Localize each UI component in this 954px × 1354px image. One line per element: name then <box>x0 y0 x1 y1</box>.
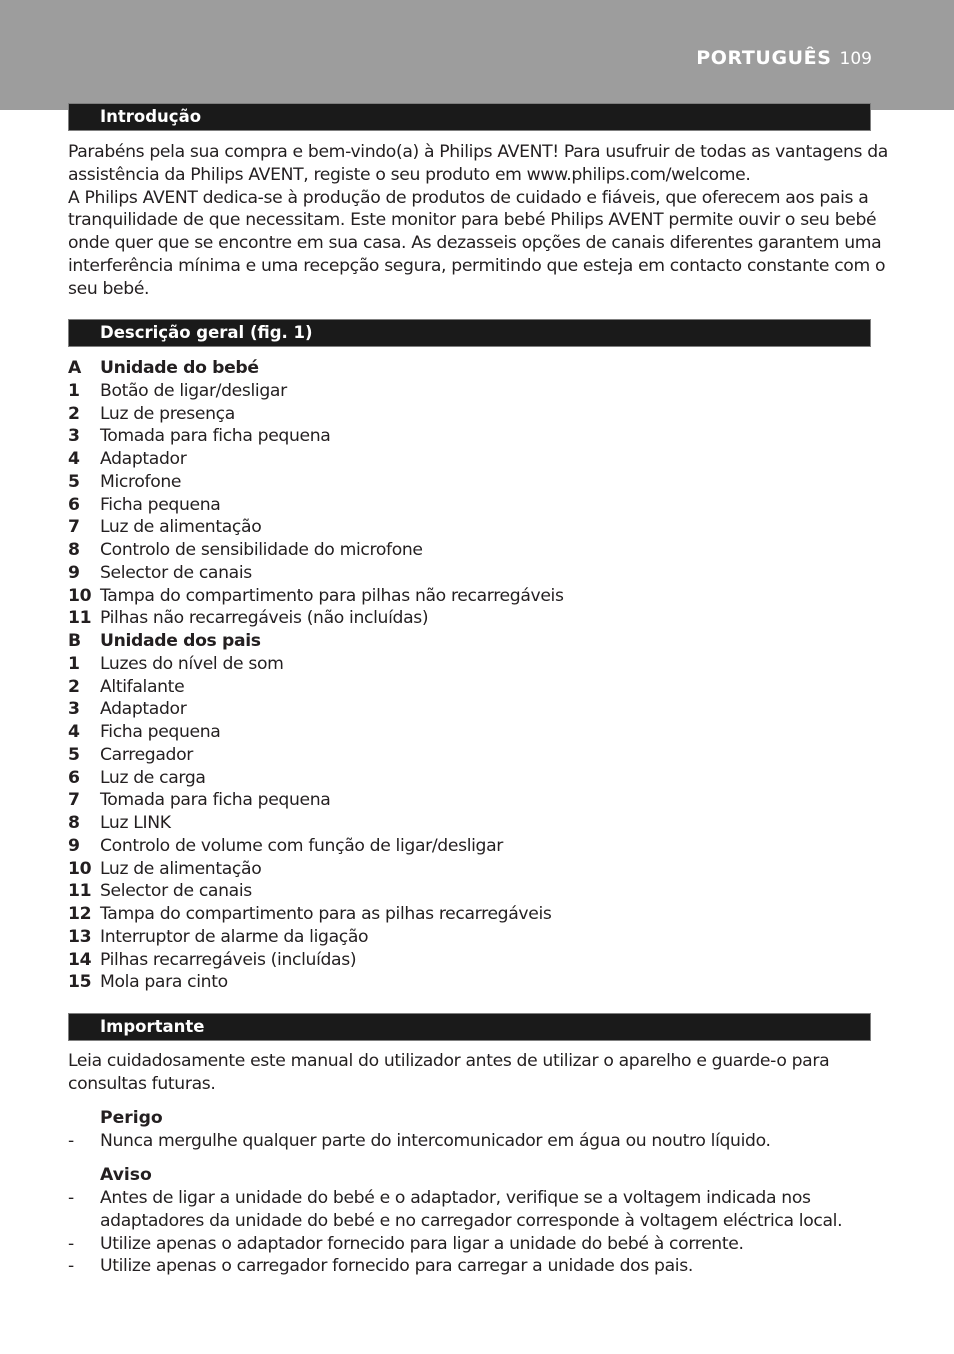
list-item <box>68 721 868 744</box>
paragraph-line: interferência mínima e uma recepção segura, permitindo que esteja em contacto constante com o <box>68 255 886 276</box>
paragraph-line: A Philips AVENT dedica-se à produção de produtos de cuidado e fiáveis, que oferecem aos pais a <box>68 187 869 208</box>
paragraph-line: seu bebé. <box>68 278 150 299</box>
danger-list <box>68 1130 868 1153</box>
section-title: Introdução <box>100 107 202 126</box>
item-key: 11 <box>68 608 92 629</box>
list-item <box>68 971 868 994</box>
page-language-header <box>696 47 872 69</box>
page-header-band <box>0 0 954 110</box>
item-key: 14 <box>68 949 92 970</box>
item-key: 11 <box>68 881 92 902</box>
bullet-dash: - <box>68 1131 74 1151</box>
item-key: 4 <box>68 722 80 742</box>
item-key: 5 <box>68 744 80 765</box>
warning-list <box>68 1187 868 1278</box>
item-text: Unidade dos pais <box>100 631 261 651</box>
item-text: Tomada para ficha pequena <box>100 426 331 447</box>
item-text: Controlo de volume com função de ligar/desligar <box>100 835 504 856</box>
list-item <box>68 835 868 858</box>
list-item <box>68 607 868 630</box>
paragraph-line: Parabéns pela sua compra e bem-vindo(a) à Philips AVENT! Para usufruir de todas as vantagens da <box>68 142 888 162</box>
list-item <box>68 516 868 539</box>
list-item <box>68 1255 868 1278</box>
list-item <box>68 653 868 676</box>
intro-paragraph <box>68 141 888 300</box>
section-header-introducao <box>68 103 871 131</box>
list-item <box>68 471 868 494</box>
list-item-text: Nunca mergulhe qualquer parte do intercomunicador em água ou noutro líquido. <box>100 1131 771 1151</box>
parts-list <box>68 357 868 994</box>
list-item <box>68 858 868 881</box>
item-text: Pilhas recarregáveis (incluídas) <box>100 949 357 970</box>
list-item <box>68 789 868 812</box>
item-text: Luz de carga <box>100 767 206 788</box>
list-item-text: adaptadores da unidade do bebé e no carregador corresponde à voltagem eléctrica local. <box>100 1210 843 1231</box>
item-key: 6 <box>68 767 80 788</box>
item-text: Interruptor de alarme da ligação <box>100 926 369 947</box>
bullet-dash: - <box>68 1256 74 1277</box>
list-item <box>68 698 868 721</box>
section-header-importante <box>68 1013 871 1041</box>
list-item-text: Antes de ligar a unidade do bebé e o adaptador, verifique se a voltagem indicada nos <box>100 1188 811 1208</box>
item-text: Pilhas não recarregáveis (não incluídas) <box>100 608 429 629</box>
list-group-heading <box>68 630 868 653</box>
item-text: Luzes do nível de som <box>100 653 284 674</box>
item-key: 2 <box>68 676 80 697</box>
important-intro-paragraph <box>68 1050 868 1096</box>
item-key: 10 <box>68 585 92 606</box>
item-key: 8 <box>68 540 80 560</box>
section-header-descricao-geral <box>68 319 871 347</box>
item-text: Luz de presença <box>100 403 235 424</box>
item-key: 15 <box>68 972 92 993</box>
item-key: 5 <box>68 471 80 492</box>
item-text: Ficha pequena <box>100 722 221 742</box>
item-key: 3 <box>68 426 80 447</box>
item-text: Adaptador <box>100 449 187 469</box>
list-item <box>68 744 868 767</box>
item-text: Selector de canais <box>100 562 252 583</box>
item-text: Luz LINK <box>100 813 171 833</box>
item-key: 1 <box>68 653 80 674</box>
section-title: Descrição geral (fig. 1) <box>100 323 313 342</box>
list-item <box>68 880 868 903</box>
item-text: Luz de alimentação <box>100 517 262 538</box>
list-item-text: Utilize apenas o adaptador fornecido para ligar a unidade do bebé à corrente. <box>100 1233 744 1254</box>
paragraph-line: consultas futuras. <box>68 1073 216 1094</box>
list-item <box>68 767 868 790</box>
item-key: A <box>68 358 81 378</box>
list-item <box>68 562 868 585</box>
item-key: 1 <box>68 380 80 401</box>
item-key: 9 <box>68 562 80 583</box>
list-item <box>68 1233 868 1256</box>
paragraph-line: assistência da Philips AVENT, registe o seu produto em www.philips.com/welcome. <box>68 164 751 185</box>
list-item <box>68 812 868 835</box>
item-key: 10 <box>68 858 92 879</box>
item-text: Selector de canais <box>100 881 252 902</box>
section-title: Importante <box>100 1017 205 1036</box>
list-item <box>68 380 868 403</box>
item-key: B <box>68 631 81 651</box>
list-item <box>68 1130 868 1153</box>
language-label: PORTUGUÊS <box>696 47 832 69</box>
item-text: Botão de ligar/desligar <box>100 380 287 401</box>
item-key: 4 <box>68 449 80 469</box>
list-item <box>68 425 868 448</box>
item-text: Luz de alimentação <box>100 858 262 879</box>
list-item <box>68 494 868 517</box>
item-key: 6 <box>68 494 80 515</box>
item-text: Tomada para ficha pequena <box>100 790 331 811</box>
list-item <box>68 903 868 926</box>
item-text: Carregador <box>100 744 193 765</box>
danger-heading: Perigo <box>100 1108 163 1128</box>
item-text: Tampa do compartimento para pilhas não recarregáveis <box>100 585 564 606</box>
page-number: 109 <box>839 49 872 69</box>
list-group-heading <box>68 357 868 380</box>
item-text: Adaptador <box>100 699 187 720</box>
item-text: Mola para cinto <box>100 972 228 993</box>
warning-heading: Aviso <box>100 1165 152 1185</box>
paragraph-line: tranquilidade de que necessitam. Este monitor para bebé Philips AVENT permite ouvir o seu bebé <box>68 210 877 231</box>
item-text: Ficha pequena <box>100 494 221 515</box>
item-text: Altifalante <box>100 676 185 697</box>
item-text: Tampa do compartimento para as pilhas recarregáveis <box>100 904 552 924</box>
list-item <box>68 1187 868 1233</box>
list-item <box>68 403 868 426</box>
item-key: 9 <box>68 835 80 856</box>
paragraph-line: Leia cuidadosamente este manual do utilizador antes de utilizar o aparelho e guarde-o para <box>68 1051 830 1071</box>
list-item <box>68 585 868 608</box>
item-text: Unidade do bebé <box>100 358 259 378</box>
item-key: 3 <box>68 699 80 720</box>
list-item <box>68 539 868 562</box>
item-key: 12 <box>68 904 92 924</box>
paragraph-line: onde quer que se encontre em sua casa. As dezasseis opções de canais diferentes garantem uma <box>68 233 882 253</box>
item-key: 7 <box>68 517 80 538</box>
list-item-text: Utilize apenas o carregador fornecido para carregar a unidade dos pais. <box>100 1256 693 1277</box>
list-item <box>68 926 868 949</box>
item-key: 13 <box>68 926 92 947</box>
list-item <box>68 676 868 699</box>
list-item <box>68 949 868 972</box>
item-key: 2 <box>68 403 80 424</box>
bullet-dash: - <box>68 1233 74 1254</box>
item-key: 7 <box>68 790 80 811</box>
list-item <box>68 448 868 471</box>
item-text: Controlo de sensibilidade do microfone <box>100 540 423 560</box>
item-text: Microfone <box>100 471 182 492</box>
item-key: 8 <box>68 813 80 833</box>
bullet-dash: - <box>68 1188 74 1208</box>
